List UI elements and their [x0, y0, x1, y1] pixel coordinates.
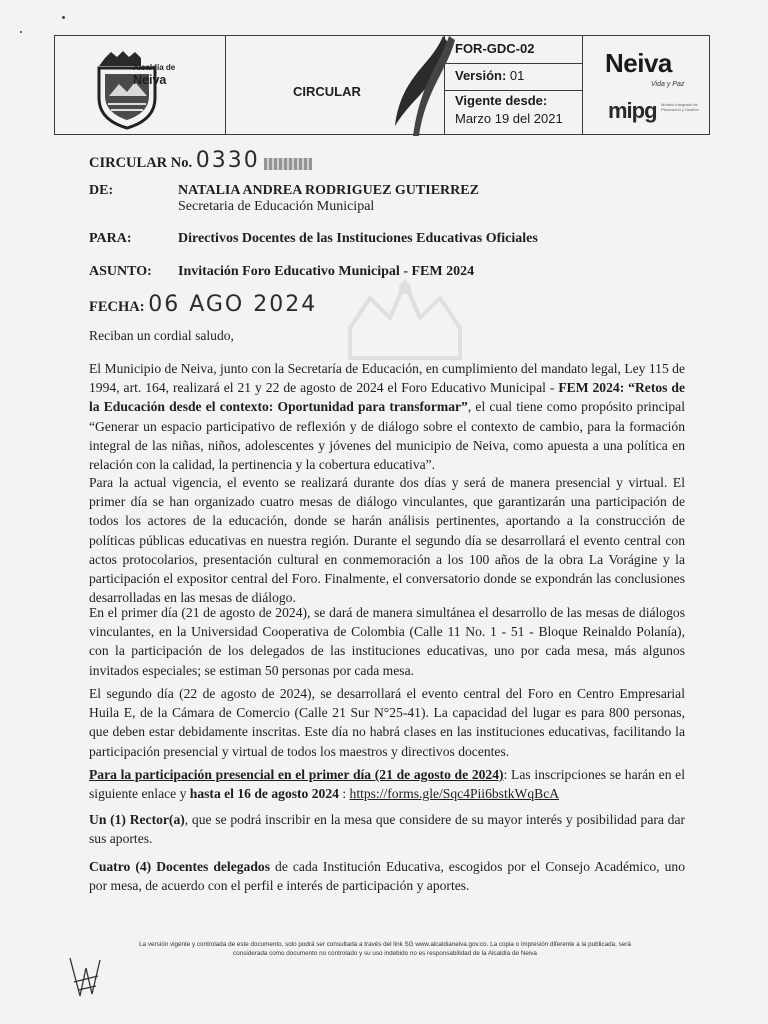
neiva-brand-tagline: Vida y Paz [651, 81, 685, 88]
valid-from-date: Marzo 19 del 2021 [455, 111, 563, 126]
stamp-smudge [264, 158, 312, 170]
logo-line1: Alcaldía de [133, 63, 176, 72]
subject-label: ASUNTO: [89, 264, 152, 279]
footer-line2: considerada como documento no controlado y su uso indebido no es responsabilidad de la Alcaldía de Neiva [233, 950, 537, 957]
sender-name: NATALIA ANDREA RODRIGUEZ GUTIERREZ [178, 183, 479, 198]
paragraph-registration [89, 765, 685, 803]
valid-from-label: Vigente desde: [455, 93, 548, 108]
mipg-logo: mipg [608, 98, 657, 123]
scan-speck [20, 31, 22, 33]
recipient: Directivos Docentes de las Instituciones Educativas Oficiales [178, 231, 538, 246]
to-label: PARA: [89, 231, 132, 246]
version-value: 01 [509, 68, 525, 83]
registration-form-link[interactable]: https://forms.gle/Sqc4Pii6bstkWqBcA [349, 786, 560, 802]
sender-role: Secretaria de Educación Municipal [178, 199, 375, 214]
forum-title: FEM 2024: “Retos de la Educación desde el contexto: Oportunidad para transformar” [89, 380, 685, 415]
rector-heading: Un (1) Rector(a) [89, 812, 185, 827]
paragraph-day-one: En el primer día (21 de agosto de 2024), se dará de manera simultánea el desarrollo de las mesas de diálogos vinculantes, en la Universidad Cooperativa de Colombia (Calle 11 No. 1 - 51 - Bloque Reinaldo Polanía), con la participación de los delegados de las instituciones educativas, uno por cada mesa, más algunos invitados especiales; se estiman 50 personas por cada mesa. [89, 605, 685, 678]
registration-deadline: hasta el 16 de agosto 2024 [189, 786, 339, 802]
scan-speck [62, 16, 65, 19]
document-code: FOR-GDC-02 [455, 41, 535, 56]
version-label: Versión: [455, 68, 507, 83]
date-row [89, 292, 317, 317]
paragraph-day-two: El segundo día (22 de agosto de 2024), se desarrollará el evento central del Foro en Centro Empresarial Huila E, de la Cámara de Comercio (Calle 21 Sur N°25-41). La capacidad del lugar es para 800 personas, que deben estar debidamente inscritas. Este día no habrá clases en las instituciones educativas, facilitando la participación presencial y virtual de todos los maestros y directivos docentes. [89, 686, 685, 759]
paragraph-rector [89, 810, 685, 848]
paragraph-teachers [89, 857, 685, 895]
teachers-heading: Cuatro (4) Docentes delegados [89, 859, 270, 874]
circular-number-stamp: 0330 [195, 148, 260, 173]
rector-text: , que se podrá inscribir en la mesa que considere de su mayor interés y posibilidad para dar sus aportes. [89, 812, 686, 847]
from-label: DE: [89, 183, 114, 198]
neiva-brand-logo: Neiva [605, 48, 672, 78]
greeting: Reciban un cordial saludo, [89, 328, 234, 343]
footer-line1: La versión vigente y controlada de este documento, solo podrá ser consultada a través del link SG www.alcaldianeiva.gov.co. La copia o impresión diferente a la publicada, será [139, 941, 631, 948]
mipg-tagline: Modelo Integrado de Planeación y Gestión [661, 102, 699, 112]
paragraph-intro [89, 359, 685, 474]
paragraph-intro-text: El Municipio de Neiva, junto con la Secretaría de Educación, en cumplimiento del mandato legal, Ley 115 de 1994, art. 164, realizará el 21 y 22 de agosto de 2024 el Foro Educativo Municipal - [89, 361, 685, 396]
neiva-coat-of-arms-icon [77, 44, 187, 132]
document-version [455, 68, 524, 83]
date-label: FECHA: [89, 299, 145, 315]
circular-number-row [89, 148, 312, 173]
swoosh-icon [391, 36, 461, 136]
handwritten-initials-icon [66, 952, 106, 1002]
logo-line2: Neiva [133, 73, 167, 87]
circular-label: CIRCULAR No. [89, 155, 193, 171]
document-header [54, 35, 710, 135]
paragraph-format: Para la actual vigencia, el evento se realizará durante dos días y será de manera presencial y virtual. El primer día se han organizado cuatro mesas de diálogo vinculantes, que garantizarán una participación de todos los actores de la educación, donde se harán análisis pertinentes, aportando a la construcción de políticas públicas educativas en nuestra región. Durante el segundo día se desarrollará el evento central con actos protocolarios, presentación cultural en conmemoración a los 100 años de la obra La Vorágine y la participación el expositor central del Foro. Finalmente, el conversatorio donde se expondrán las conclusiones desarrolladas en las mesas de diálogo. [89, 475, 685, 606]
teachers-text: de cada Institución Educativa, escogidos por el Consejo Académico, uno por mesa, de acuerdo con el perfil e interés de participación y aportes. [89, 859, 685, 894]
date-stamp: 06 AGO 2024 [148, 292, 318, 317]
paragraph-intro-purpose: , el cual tiene como propósito principal “Generar un espacio participativo de reflexión y de diálogo sobre el contexto de cambio, para la formación integral de las niñas, niños, adolescentes y jóvenes del municipio de Neiva, como apuesta a una política en relación con la calidad, la pertinencia y la cobertura educativa”. [89, 399, 685, 473]
registration-heading: Para la participación presencial en el primer día (21 de agosto de 2024) [89, 767, 504, 782]
document-type: CIRCULAR [293, 84, 361, 99]
document-footer [70, 940, 700, 958]
subject-value: Invitación Foro Educativo Municipal - FEM 2024 [178, 264, 475, 279]
registration-text: : Las inscripciones se harán en el siguiente enlace y [89, 767, 685, 802]
registration-separator: : [338, 786, 350, 802]
